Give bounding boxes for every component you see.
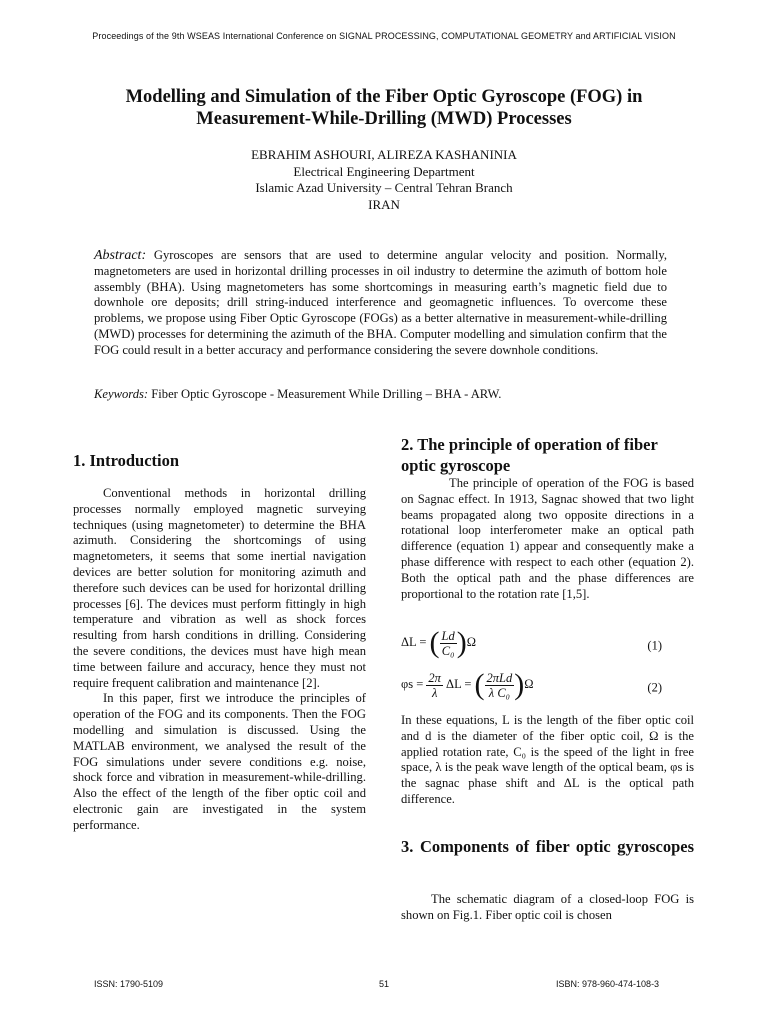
footer-isbn: ISBN: 978-960-474-108-3 [556,979,660,989]
intro-heading: 1. Introduction [73,451,180,470]
principle-section [401,434,694,602]
eq1-lhs: ΔL = [401,634,427,649]
components-body [401,892,694,924]
keywords-text: Fiber Optic Gyroscope - Measurement While Drilling – BHA - ARW. [151,387,502,401]
footer-issn: ISSN: 1790-5109 [94,979,164,989]
author-names: EBRAHIM ASHOURI, ALIREZA KASHANINIA [251,147,517,162]
abstract [94,248,667,359]
abstract-label: Abstract: [94,248,147,263]
components-paragraph-1: The schematic diagram of a closed-loop FOG is shown on Fig.1. Fiber optic coil is chosen [401,892,694,922]
eq1-rhs: Ω [466,634,477,649]
eq1-number: (1) [647,638,662,653]
equation-1: ΔL = ( $\frac{Ld}{\text{C₀}}$ )Ω (1) [401,626,662,659]
intro-paragraph-1: Conventional methods in horizontal drilling processes normally employed magnetic surveying techniques (using magnetometer) to determine the BHA azimuth. Considering the shortcomings of using magnetometers, it seems that some inertial navigation devices are better solution for monitoring azimuth and therefore such devices can be used for horizontal drilling processes [6]. The devices must perform fittingly in high temperature and vibration as well as shock forces resulting from harsh conditions in drilling. Considering the severe conditions, the devices must have high mean time between failure and accuracy, hence they must not require frequent calibration and maintenance [2]. [73,486,366,690]
equation-2: φs = $\frac{2\pi}{\lambda}$ ΔL = ( $\frac{\text{2πLd}}{\text{λ C₀}}$ )Ω (2) [401,668,662,701]
author-block [0,147,768,213]
author-country: IRAN [368,196,400,212]
components-heading: 3. Components of fiber optic gyroscopes [401,837,694,856]
author-university: Islamic Azad University – Central Tehran Branch [255,180,513,195]
eq1-numerator: Ld [441,628,455,643]
eq2-middle: ΔL = [446,676,472,691]
components-heading-line [401,836,694,857]
eq1-denominator: C₀ [441,643,455,658]
title-line-2: Measurement-While-Drilling (MWD) Processes [196,109,572,129]
principle-paragraph-2: In these equations, L is the length of the fiber optic coil and d is the diameter of the fiber optic coil, Ω is the applied rotation rate, C₀ is the speed of the light in free space, λ is the peak wave length of the optical beam, φs is the sagnac phase shift and ΔL is the optical path difference. [401,713,694,806]
intro-body [73,486,366,834]
eq2-lhs: φs = [401,676,424,691]
components-section [401,836,694,857]
paper-title [60,86,708,130]
principle-explanation [401,713,694,808]
title-line-1: Modelling and Simulation of the Fiber Optic Gyroscope (FOG) in [125,87,643,107]
eq2-number: (2) [647,680,662,695]
keywords-label: Keywords: [94,387,149,401]
eq2-frac1-numerator: 2π [428,670,441,685]
principle-paragraph-1: The principle of operation of the FOG is based on Sagnac effect. In 1913, Sagnac showed that two light beams propagated along two opposite directions in a rotational loop interferometer make an optical path difference (equation 1) appear and consequently make a phase difference with respect to each other (equation 2). Both the optical path and the phase differences are proportional to the rotation rate [1,5]. [401,476,694,601]
eq2-rhs: Ω [524,676,534,691]
abstract-text: Gyroscopes are sensors that are used to determine angular velocity and position. Normally, magnetometers are used in horizontal drilling processes in oil industry to determine the azimuth of bottom hole assembly (BHA). Using magnetometers has some shortcomings in measuring earth’s magnetic field due to downhole ore deposits; drill string-induced interference and geomagnetic influences. To overcome these problems, we propose using Fiber Optic Gyroscope (FOGs) as a better alternative in measurement-while-drilling (MWD) processes for determining the azimuth of the BHA. Computer modelling and simulation confirm that the FOG could result in a better accuracy and performance considering the severe downhole conditions. [94,248,667,357]
running-header: Proceedings of the 9th WSEAS International Conference on SIGNAL PROCESSING, COMPUTATIONAL GEOMETRY and ARTIFICIAL VISION [92,31,676,41]
keywords [94,386,667,402]
eq2-frac2-numerator: 2πLd [486,670,513,685]
intro-section [73,450,366,471]
author-department: Electrical Engineering Department [293,163,475,179]
footer-page-number: 51 [379,979,390,989]
eq2-frac2-denominator: λ C₀ [488,685,511,700]
intro-paragraph-2: In this paper, first we introduce the principles of operation of the FOG and its components. Then the FOG modelling and simulation is discussed. Using the MATLAB environment, we analysed the result of the FOG simulations under severe conditions e.g. noise, shock force and vibration in measurement-while-drilling. Also the effect of the length of the fiber optic coil and electronic gain are investigated in the system performance. [73,691,366,832]
eq2-frac1-denominator: λ [431,685,438,700]
principle-heading: 2. The principle of operation of fiber optic gyroscope [401,435,658,475]
